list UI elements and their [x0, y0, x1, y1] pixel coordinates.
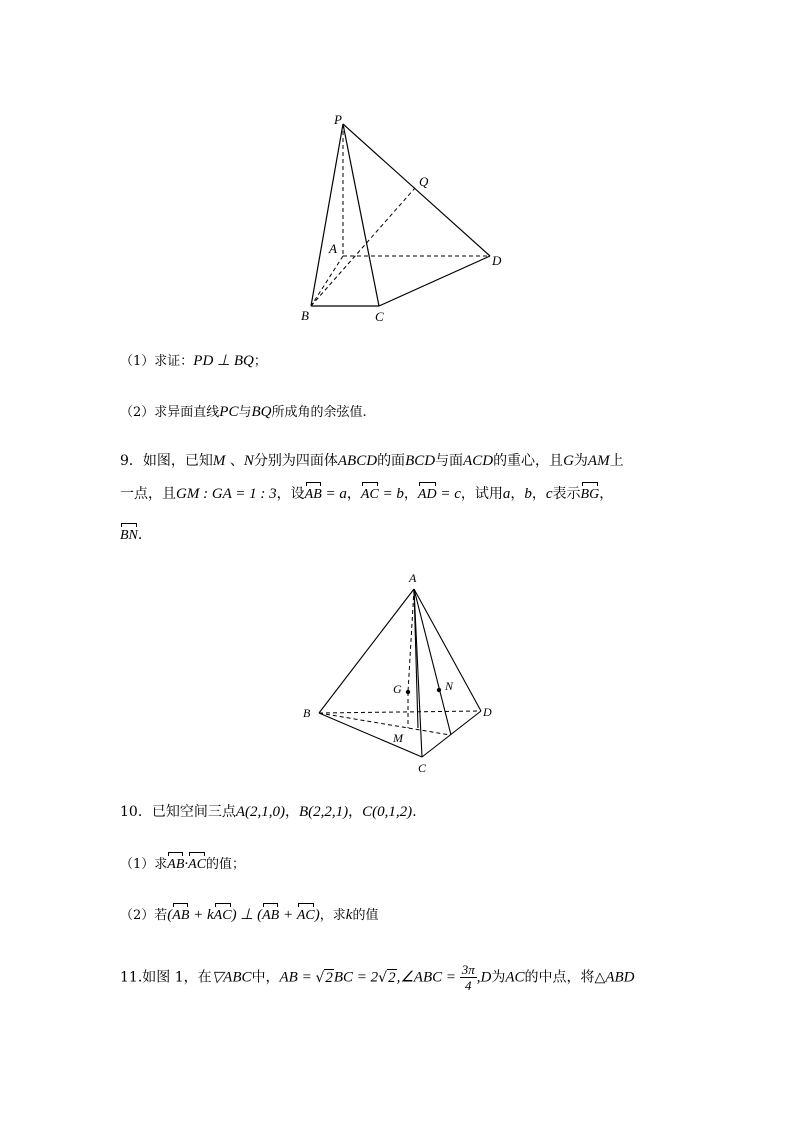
q10-p2-plus: + [279, 907, 297, 923]
q9-abcd: ABCD [337, 453, 378, 469]
label-b: B [303, 706, 311, 720]
q11-number: 11. [120, 969, 143, 986]
q11-line1 [120, 962, 690, 993]
fraction-3pi-over-4 [460, 962, 477, 993]
label-a: A [329, 241, 337, 256]
q8-part2-suffix: 所成角的余弦值. [271, 405, 367, 420]
q10-part1-prefix: （1）求 [120, 857, 168, 872]
q9-t6: 为 [573, 453, 588, 469]
q10-line1 [120, 801, 690, 823]
label-q: Q [419, 174, 429, 189]
q10-p1-dot: · [184, 856, 189, 872]
q9-comma4: ， [531, 486, 546, 502]
q9-t7: 上 [609, 453, 624, 469]
q10-pa: A(2,1,0) [235, 804, 285, 820]
label-m: M [393, 731, 403, 745]
q8-part1-suffix: ； [253, 354, 267, 369]
q9-g: G [563, 453, 574, 469]
q10-p1-ab: AB [167, 854, 184, 876]
q9-end: . [137, 527, 143, 543]
q9-m: M [212, 453, 226, 469]
q9-comma3: ， [510, 486, 525, 502]
q8-part2 [120, 401, 690, 424]
point-n [437, 688, 441, 692]
q9-line2 [120, 483, 690, 506]
q9-l2-t2: ，设 [276, 486, 305, 502]
q11-t1: 如图 1，在 [142, 969, 212, 986]
q10-pb: B(2,2,1) [298, 804, 349, 820]
q11-eq3: ,∠ABC = [396, 969, 460, 986]
label-a: A [409, 571, 417, 585]
q11-t4: 为 [491, 969, 506, 986]
q11-t3: , [476, 969, 481, 986]
edge-bc [319, 713, 422, 757]
q9-comma5: ， [599, 486, 614, 502]
tetrahedron-diagram [290, 565, 510, 780]
q9-ab: AB [305, 484, 322, 506]
q11-tri: ▽ABC [211, 969, 252, 986]
label-c: C [418, 761, 427, 775]
q11-ac: AC [505, 969, 525, 986]
q9-t1: 如图，已知 [142, 453, 213, 469]
q10-p1-ac: AC [188, 854, 206, 876]
pyramid-figure [290, 105, 520, 335]
q10-p2-ab2: AB [262, 905, 279, 927]
q11-d: D [480, 969, 492, 986]
q9-am: AM [587, 453, 610, 469]
q9-ad: AD [418, 484, 437, 506]
tetrahedron-figure [290, 565, 510, 780]
q11-t2: 中， [251, 969, 280, 986]
q10-part2 [120, 904, 690, 927]
q9-t2: 分别为四面体 [253, 453, 338, 469]
q10-end: . [412, 804, 417, 820]
q11-abd: ABD [605, 969, 635, 986]
label-d: D [492, 253, 502, 268]
q9-eq-a: = a [321, 486, 347, 502]
q9-bcd: BCD [405, 453, 436, 469]
q10-pc: C(0,1,2) [362, 804, 413, 820]
q9-vc: c [545, 486, 553, 502]
q9-t3: 的面 [377, 453, 406, 469]
q8-part1-prefix: （1）求证： [120, 354, 194, 369]
q11-frac-num: 3π [461, 962, 475, 977]
sqrt-symbol: √2 [315, 969, 333, 986]
q11-rad: 2 [388, 969, 396, 986]
q10-part2-suffix: 的值 [352, 908, 379, 923]
q9-eq-c: = c [436, 486, 461, 502]
q9-acd: ACD [463, 453, 494, 469]
segment-bm [319, 713, 450, 735]
q11-frac-den: 4 [465, 978, 472, 993]
q10-part1 [120, 853, 690, 876]
q10-part2-mid: ，求 [319, 908, 346, 923]
q10-c1: ， [284, 804, 299, 820]
q10-p2-open: ( [167, 907, 173, 923]
q9-t4: 与面 [435, 453, 464, 469]
q10-p2-ac2: AC [297, 905, 315, 927]
label-n: N [445, 679, 454, 693]
segment-ag [408, 589, 414, 692]
q10-p2-k: k [345, 907, 353, 923]
q9-eq-b: = b [378, 486, 404, 502]
q9-va: a [502, 486, 511, 502]
label-p: P [334, 112, 342, 127]
q8-part2-mid: 与 [238, 405, 252, 420]
point-g [406, 690, 410, 694]
label-g: G [393, 682, 402, 696]
q10-t1: 已知空间三点 [151, 804, 236, 820]
q9-number: 9． [120, 453, 143, 469]
q10-p2-perp: ) ⊥ ( [231, 907, 263, 923]
q10-p2-close: ) [314, 907, 320, 923]
q11-rad: 2 [325, 969, 333, 986]
edge-pb [311, 124, 343, 306]
q9-line3 [120, 524, 690, 547]
q10-part2-prefix: （2）若 [120, 908, 168, 923]
q10-part1-suffix: 的值； [206, 857, 246, 872]
label-d: D [483, 705, 492, 719]
q8-part2-pc: PC [219, 404, 239, 420]
q9-ratio: GM : GA = 1 : 3 [176, 486, 277, 502]
q9-n: N [243, 453, 254, 469]
q9-sep1: 、 [225, 453, 244, 469]
q9-l2-t1: 一点，且 [120, 486, 176, 502]
q10-number: 10． [120, 804, 152, 820]
q11-t5: 的中点，将△ [524, 969, 606, 986]
edge-bd [319, 711, 481, 713]
q10-p2-ab: AB [172, 905, 189, 927]
q9-bn: BN [120, 525, 138, 547]
q9-l2-t3: ，试用 [460, 486, 503, 502]
q9-l2-t4: 表示 [552, 486, 581, 502]
label-c: C [375, 309, 384, 324]
q8-part2-bq: BQ [251, 404, 272, 420]
q9-bg: BG [581, 484, 600, 506]
q9-vb: b [524, 486, 532, 502]
sqrt-symbol: √2 [378, 969, 396, 986]
q9-ac: AC [361, 484, 379, 506]
label-b: B [301, 308, 309, 323]
q8-part1-math: PD ⊥ BQ [193, 353, 254, 369]
edge-cd [379, 256, 490, 306]
q11-eq1: AB = [279, 969, 316, 986]
pyramid-diagram [290, 105, 520, 335]
q9-t5: 的重心，且 [493, 453, 564, 469]
q8-part2-prefix: （2）求异面直线 [120, 405, 220, 420]
q10-c2: ， [348, 804, 363, 820]
q9-line1 [120, 450, 690, 472]
q9-comma1: ， [346, 486, 361, 502]
q8-part1 [120, 350, 690, 373]
q11-eq2: BC = 2 [333, 969, 379, 986]
q10-p2-plusk: + k [189, 907, 214, 923]
edge-cd [422, 711, 481, 757]
q10-p2-ac: AC [214, 905, 232, 927]
q9-comma2: ， [403, 486, 418, 502]
edge-bq [311, 188, 415, 306]
